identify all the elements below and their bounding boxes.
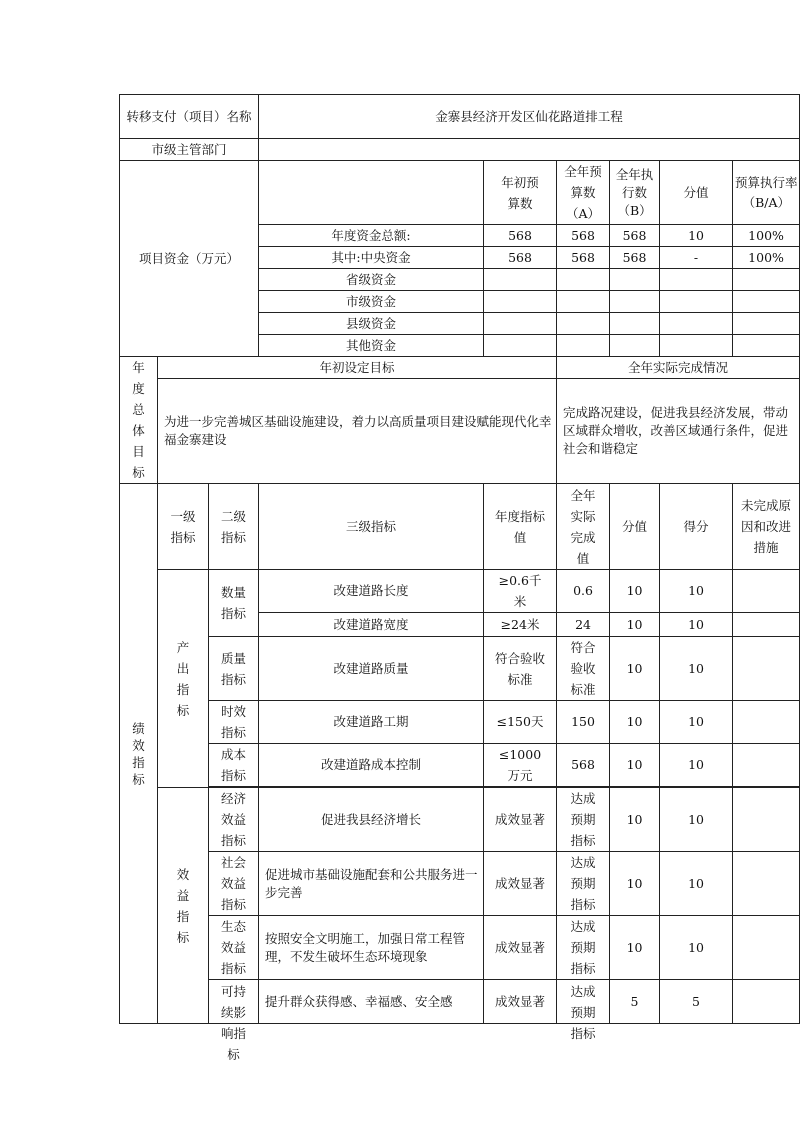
funds-initial-cell: 568 <box>484 247 557 269</box>
funds-row-label: 省级资金 <box>259 269 484 291</box>
perf-col-level1: 一级指标 <box>158 484 209 570</box>
score-cell: 5 <box>660 980 733 1024</box>
score-cell: 10 <box>660 570 733 613</box>
target-cell: ≤1000万元 <box>484 744 557 787</box>
funds-row-label: 县级资金 <box>259 313 484 335</box>
level3-cell: 改建道路质量 <box>259 637 484 701</box>
value-cell: 10 <box>610 613 660 637</box>
funds-executed-cell: 568 <box>610 247 660 269</box>
funds-annual-cell <box>557 313 610 335</box>
target-cell: 成效显著 <box>484 980 557 1024</box>
level3-cell: 促进我县经济增长 <box>259 788 484 852</box>
level3-cell: 促进城市基础设施配套和公共服务进一步完善 <box>259 852 484 916</box>
goals-initial-text: 为进一步完善城区基础设施建设，着力以高质量项目建设赋能现代化幸福金寨建设 <box>158 379 557 484</box>
funds-rate-cell <box>733 269 800 291</box>
score-cell: 10 <box>660 744 733 787</box>
dept-label: 市级主管部门 <box>120 139 259 161</box>
funds-rate-cell <box>733 291 800 313</box>
funds-rate-cell <box>733 313 800 335</box>
perf-col-reason: 未完成原因和改进措施 <box>733 484 800 570</box>
funds-executed-cell <box>610 335 660 357</box>
level3-cell: 按照安全文明施工，加强日常工程管理，不发生破坏生态环境现象 <box>259 916 484 980</box>
goals-initial-header: 年初设定目标 <box>158 357 557 379</box>
perf-col-target: 年度指标值 <box>484 484 557 570</box>
funds-rate-cell <box>733 335 800 357</box>
funds-annual-cell <box>557 335 610 357</box>
reason-cell <box>733 744 800 787</box>
table-row <box>120 570 800 613</box>
actual-cell: 568 <box>557 744 610 787</box>
funds-initial-cell <box>484 291 557 313</box>
reason-cell <box>733 637 800 701</box>
funds-row-label: 其他资金 <box>259 335 484 357</box>
reason-cell <box>733 852 800 916</box>
reason-cell <box>733 570 800 613</box>
funds-rate-cell: 100% <box>733 247 800 269</box>
level3-cell: 提升群众获得感、幸福感、安全感 <box>259 980 484 1024</box>
reason-cell <box>733 788 800 852</box>
funds-section-label: 项目资金（万元） <box>120 161 259 357</box>
reason-cell <box>733 980 800 1024</box>
perf-col-level3: 三级指标 <box>259 484 484 570</box>
actual-cell: 24 <box>557 613 610 637</box>
level3-cell: 改建道路成本控制 <box>259 744 484 787</box>
level2-cell: 生态效益指标 <box>209 916 259 980</box>
funds-initial-cell <box>484 269 557 291</box>
funds-initial-cell: 568 <box>484 225 557 247</box>
score-cell: 10 <box>660 701 733 744</box>
target-cell: ≥24米 <box>484 613 557 637</box>
funds-row-label: 年度资金总额: <box>259 225 484 247</box>
funds-annual-cell: 568 <box>557 225 610 247</box>
perf-col-value: 分值 <box>610 484 660 570</box>
funds-executed-cell <box>610 269 660 291</box>
level2-cell: 社会效益指标 <box>209 852 259 916</box>
perf-col-level2: 二级指标 <box>209 484 259 570</box>
funds-row-label: 其中:中央资金 <box>259 247 484 269</box>
funds-executed-cell: 568 <box>610 225 660 247</box>
perf-section-label: 绩效指标 <box>120 484 158 1024</box>
target-cell: 成效显著 <box>484 916 557 980</box>
table-row <box>120 744 800 787</box>
value-cell: 10 <box>610 788 660 852</box>
funds-col-executed: 全年执行数（B） <box>610 161 660 225</box>
actual-cell: 达成预期指标 <box>557 852 610 916</box>
funds-annual-cell: 568 <box>557 247 610 269</box>
funds-value-cell: 10 <box>660 225 733 247</box>
funds-initial-cell <box>484 335 557 357</box>
value-cell: 10 <box>610 570 660 613</box>
target-cell: 符合验收标准 <box>484 637 557 701</box>
table-row <box>120 701 800 744</box>
level2-cell: 数量指标 <box>209 570 259 637</box>
funds-executed-cell <box>610 291 660 313</box>
score-cell: 10 <box>660 637 733 701</box>
funds-executed-cell <box>610 313 660 335</box>
goals-actual-header: 全年实际完成情况 <box>557 357 800 379</box>
goals-actual-text: 完成路况建设，促进我县经济发展，带动区域群众增收，改善区域通行条件，促进社会和谐稳定 <box>557 379 800 484</box>
value-cell: 5 <box>610 980 660 1024</box>
funds-value-cell <box>660 291 733 313</box>
funds-value-cell <box>660 313 733 335</box>
level2-cell: 时效指标 <box>209 701 259 744</box>
performance-table <box>119 94 800 1062</box>
funds-col-initial: 年初预算数 <box>484 161 557 225</box>
score-cell: 10 <box>660 916 733 980</box>
level2-cell: 成本指标 <box>209 744 259 787</box>
funds-header-blank <box>259 161 484 225</box>
table-row <box>120 980 800 1024</box>
value-cell: 10 <box>610 916 660 980</box>
level3-cell: 改建道路工期 <box>259 701 484 744</box>
actual-cell: 达成预期指标 <box>557 788 610 852</box>
funds-initial-cell <box>484 313 557 335</box>
funds-value-cell: - <box>660 247 733 269</box>
table-row <box>120 916 800 980</box>
table-row <box>120 852 800 916</box>
value-cell: 10 <box>610 744 660 787</box>
funds-row-label: 市级资金 <box>259 291 484 313</box>
funds-col-annual: 全年预算数（A） <box>557 161 610 225</box>
target-cell: 成效显著 <box>484 852 557 916</box>
funds-col-value: 分值 <box>660 161 733 225</box>
project-name-value: 金寨县经济开发区仙花路道排工程 <box>259 95 800 139</box>
level2-cell: 经济效益指标 <box>209 788 259 852</box>
table-row <box>120 788 800 852</box>
level3-cell: 改建道路宽度 <box>259 613 484 637</box>
score-cell: 10 <box>660 852 733 916</box>
output-indicator-label: 产出指标 <box>158 570 209 788</box>
table-row <box>120 637 800 701</box>
dept-value <box>259 139 800 161</box>
perf-col-actual: 全年实际完成值 <box>557 484 610 570</box>
level2-cell: 可持续影响指标 <box>209 980 259 1024</box>
actual-cell: 符合验收标准 <box>557 637 610 701</box>
reason-cell <box>733 613 800 637</box>
score-cell: 10 <box>660 788 733 852</box>
actual-cell: 达成预期指标 <box>557 980 610 1024</box>
funds-col-rate: 预算执行率（B/A） <box>733 161 800 225</box>
score-cell: 10 <box>660 613 733 637</box>
funds-value-cell <box>660 335 733 357</box>
target-cell: 成效显著 <box>484 788 557 852</box>
value-cell: 10 <box>610 852 660 916</box>
goals-section-label: 年度总体目标 <box>120 357 158 484</box>
actual-cell: 0.6 <box>557 570 610 613</box>
project-name-label: 转移支付（项目）名称 <box>120 95 259 139</box>
target-cell: ≤150天 <box>484 701 557 744</box>
reason-cell <box>733 701 800 744</box>
value-cell: 10 <box>610 701 660 744</box>
perf-col-score: 得分 <box>660 484 733 570</box>
level3-cell: 改建道路长度 <box>259 570 484 613</box>
funds-annual-cell <box>557 291 610 313</box>
actual-cell: 150 <box>557 701 610 744</box>
reason-cell <box>733 916 800 980</box>
target-cell: ≥0.6千米 <box>484 570 557 613</box>
funds-rate-cell: 100% <box>733 225 800 247</box>
value-cell: 10 <box>610 637 660 701</box>
actual-cell: 达成预期指标 <box>557 916 610 980</box>
funds-value-cell <box>660 269 733 291</box>
benefit-indicator-label: 效益指标 <box>158 788 209 1024</box>
funds-annual-cell <box>557 269 610 291</box>
level2-cell: 质量指标 <box>209 637 259 701</box>
